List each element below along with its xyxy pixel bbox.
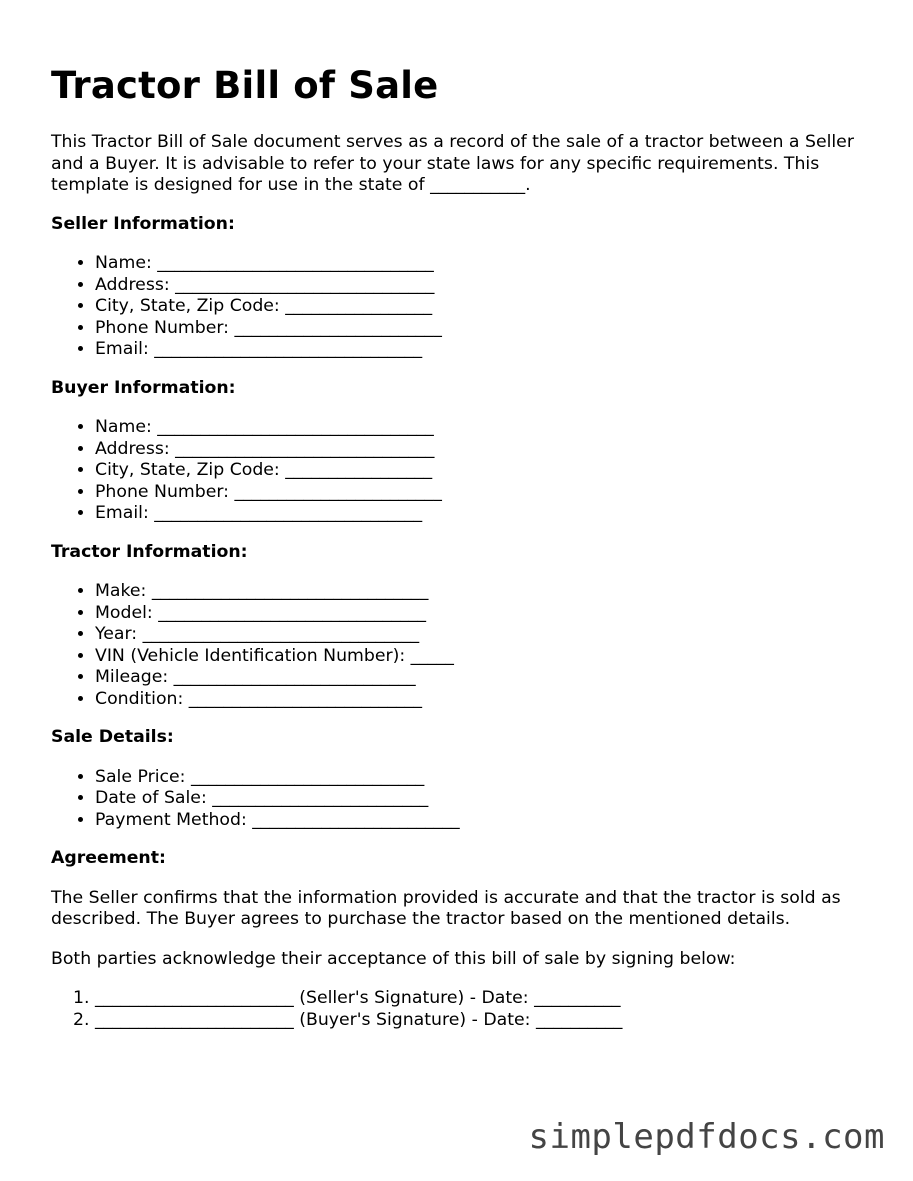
tractor-make-field: • Make: ________________________________	[95, 581, 881, 603]
seller-phone-field: • Phone Number: ________________________	[95, 318, 881, 340]
tractor-condition-field: • Condition: ___________________________	[95, 689, 881, 711]
acknowledgement-paragraph: Both parties acknowledge their acceptance of this bill of sale by signing below:	[51, 948, 736, 969]
buyer-heading: Buyer Information:	[51, 377, 236, 398]
buyer-list	[51, 417, 881, 525]
buyer-email-field: • Email: _______________________________	[95, 503, 881, 525]
watermark-text: simplepdfdocs.com	[528, 1117, 885, 1157]
tractor-mileage-field: • Mileage: ____________________________	[95, 667, 881, 689]
agreement-paragraph: The Seller confirms that the information provided is accurate and that the tractor is sold as described. The Buyer agrees to purchase the tractor based on the mentioned details.	[51, 887, 841, 929]
document-page	[51, 58, 881, 1031]
sale-list	[51, 767, 881, 832]
seller-email-field: • Email: _______________________________	[95, 339, 881, 361]
tractor-vin-field: • VIN (Vehicle Identification Number): _____	[95, 646, 881, 668]
intro-paragraph: This Tractor Bill of Sale document serves as a record of the sale of a tractor between a Seller and a Buyer. It is advisable to refer to your state laws for any specific requirements. This template is designed for use in the state of ___________.	[51, 132, 854, 195]
document-title: Tractor Bill of Sale	[51, 64, 439, 107]
seller-list	[51, 253, 881, 361]
tractor-heading: Tractor Information:	[51, 541, 248, 562]
seller-address-field: • Address: ______________________________	[95, 275, 881, 297]
buyer-signature-line: 2. _______________________ (Buyer's Signature) - Date: __________	[95, 1010, 881, 1032]
seller-signature-line: 1. _______________________ (Seller's Signature) - Date: __________	[95, 988, 881, 1010]
tractor-year-field: • Year: ________________________________	[95, 624, 881, 646]
sale-heading: Sale Details:	[51, 727, 174, 747]
sale-date-field: • Date of Sale: _________________________	[95, 788, 881, 810]
tractor-model-field: • Model: _______________________________	[95, 603, 881, 625]
buyer-city-field: • City, State, Zip Code: _________________	[95, 460, 881, 482]
payment-method-field: • Payment Method: ________________________	[95, 810, 881, 832]
buyer-phone-field: • Phone Number: ________________________	[95, 482, 881, 504]
seller-heading: Seller Information:	[51, 213, 235, 234]
buyer-name-field: • Name: ________________________________	[95, 417, 881, 439]
sale-price-field: • Sale Price: ___________________________	[95, 767, 881, 789]
buyer-address-field: • Address: ______________________________	[95, 439, 881, 461]
seller-city-field: • City, State, Zip Code: _________________	[95, 296, 881, 318]
seller-name-field: • Name: ________________________________	[95, 253, 881, 275]
agreement-heading: Agreement:	[51, 848, 166, 868]
signature-list	[51, 988, 881, 1031]
tractor-list	[51, 581, 881, 710]
